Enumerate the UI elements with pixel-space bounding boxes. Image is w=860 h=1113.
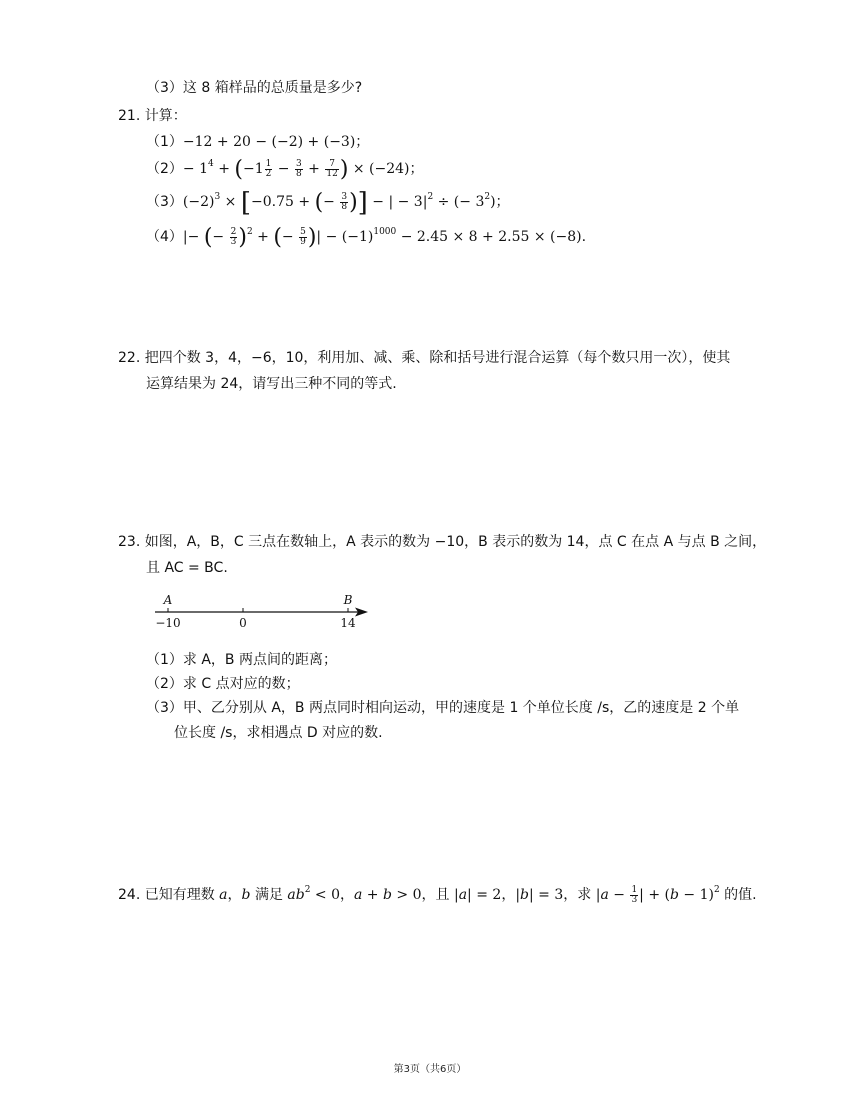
q23-part3-cont: 位长度 /s，求相遇点 D 对应的数. [174,725,383,741]
q21-item-2-label: （2） [146,161,183,177]
number-line-point-label-B: B [343,593,353,607]
q23-part2: （2）求 C 点对应的数； [146,676,300,692]
q21-item-1-expr: −12 + 20 − (−2) + (−3)； [182,134,370,150]
q23-part3: （3）甲、乙分别从 A，B 两点同时相向运动，甲的速度是 1 个单位长度 /s，乙的速度是 2 个单 [146,700,740,716]
q21-stem: 21. 计算： [118,108,187,124]
number-line-tick-label-1: 0 [239,616,247,630]
q23-part1: （1）求 A，B 两点间的距离； [146,652,337,668]
q21-item-3: $(3)(-2)^3 \times [-0.75$ + (− $\frac{3}{8}$ )] − | − $3|^2$ ÷ (− $3^2$)； [146,188,510,218]
q20-part3: （3）这 8 箱样品的总质量是多少? [146,80,363,96]
q23-line1: 23. 如图，A，B，C 三点在数轴上，A 表示的数为 −10，B 表示的数为 14，点 C 在点 A 与点 B 之间， [118,534,767,550]
q21-item-3-label: （3） [146,194,183,210]
number-line-tick-label-2: 14 [340,616,356,630]
number-line-figure [150,592,380,632]
q21-item-1 [146,132,369,152]
q21-item-2: $(2)- 1^4 + (-1$ $\frac{1}{2}$ − $\frac{3}{8}$ + $\frac{7}{12}$ ) × (−24)； [146,157,424,182]
page-footer: 第3页（共6页） [393,1064,467,1075]
q22-line1: 22. 把四个数 3，4，−6，10，利用加、减、乘、除和括号进行混合运算（每个数只用一次），使其 [118,350,731,366]
number-line-tick-label-0: −10 [155,616,181,630]
number-line-point-label-A: A [163,593,173,607]
q21-item-1-label: （1） [146,134,183,150]
q21-item-4-label: （4） [146,229,183,245]
q22-line2: 运算结果为 24，请写出三种不同的等式. [146,376,397,392]
q23-line2: 且 AC = BC. [146,560,228,576]
q24-text: 24. 已知有理数 a，b 满足 $ab^2 < 0$，a + b > 0，且 |a| = 2，|b| = 3，求 |a − $\frac{1}{3}$ | + $(b - 1)^2$ 的值. [118,884,757,905]
q21-item-4: （4）|− (− $\frac{2}{3}$ )$^2$ + (− $\frac{5}{9}$ )| − $(-1)^{1000} - 2.45 \times 8 + 2.55 \times (-8)$. [146,225,587,250]
